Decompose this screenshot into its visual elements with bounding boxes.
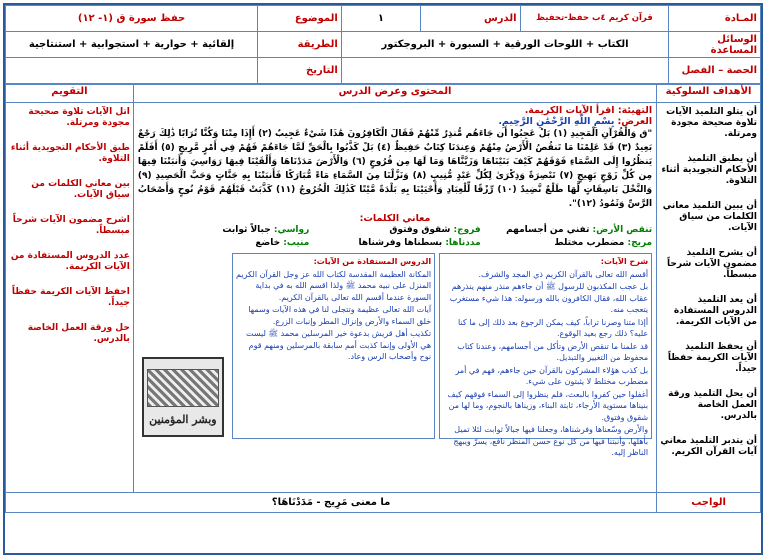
lesson-item: تكذيب أهل قريش بدعوة خير المرسلين محمد ﷺ ليست هي الأولى وإنما كذبت أمم سابقة بالمرسلين ومنهم قوم نوح وأصحاب الرس وعاد. (246, 329, 432, 361)
explanation-box (439, 253, 652, 457)
vocab-title: معاني الكلمات: (359, 213, 431, 224)
quran-verses: "ق وَالْقُرْآنِ الْمَجِيدِ (١) بَلْ عَجِبُوا أَن جَاءَهُم مُّنذِرٌ مِّنْهُمْ فَقَالَ الْكَافِرُونَ هَٰذَا شَيْءٌ عَجِيبٌ (٢) أَإِذَا مِتْنَا وَكُنَّا تُرَابًا ذَٰلِكَ رَجْعٌ بَعِيدٌ (٣) قَدْ عَلِمْنَا مَا تَنقُصُ الْأَرْضُ مِنْهُمْ وَعِندَنَا كِتَابٌ حَفِيظٌ (٤) بَلْ كَذَّبُوا بِالْحَقِّ لَمَّا جَاءَهُمْ فَهُمْ فِي أَمْرٍ مَّرِيجٍ (٥) أَفَلَمْ يَنظُرُوا إِلَى السَّمَاءِ فَوْقَهُمْ كَيْفَ بَنَيْنَاهَا وَزَيَّنَّاهَا وَمَا لَهَا مِن فُرُوجٍ (٦) وَالْأَرْضَ مَدَدْنَاهَا وَأَلْقَيْنَا فِيهَا رَوَاسِيَ وَأَنبَتْنَا فِيهَا مِن كُلِّ زَوْجٍ بَهِيجٍ (٧) تَبْصِرَةً وَذِكْرَىٰ لِكُلِّ عَبْدٍ مُّنِيبٍ (٨) وَنَزَّلْنَا مِنَ السَّمَاءِ مَاءً مُّبَارَكًا فَأَنبَتْنَا بِهِ جَنَّاتٍ وَحَبَّ الْحَصِيدِ (٩) وَالنَّخْلَ بَاسِقَاتٍ لَّهَا طَلْعٌ نَّضِيدٌ (١٠) رِّزْقًا لِّلْعِبَادِ وَأَحْيَيْنَا بِهِ بَلْدَةً مَّيْتًا كَذَٰلِكَ الْخُرُوجُ (١١) كَذَّبَتْ قَبْلَهُمْ قَوْمُ نُوحٍ وَأَصْحَابُ الرَّسِّ وَثَمُودُ (١٢)". (137, 129, 653, 209)
evaluation-item: طبق الأحكام التجويدية أثناء التلاوة. (10, 143, 130, 164)
evaluation-item: عدد الدروس المستفادة من الآيات الكريمة. (10, 251, 130, 272)
intro-text: التهيئة: اقرأ الآيات الكريمة. (524, 105, 653, 116)
goals-header: الأهداف السلوكية (657, 85, 761, 103)
goal-item: أن يعد التلميذ الدروس المستفادة من الآيات الكريمة. (673, 295, 757, 327)
content-column (133, 103, 656, 493)
homework-label: الواجب (657, 493, 761, 513)
lesson-item: آيات الله تعالى عظيمة وتتجلى لنا في هذه الآيات وسمها خلق السماء والأرض وإنزال المطر وإنبات الزرع. (248, 305, 432, 326)
evaluation-item: حل ورقة العمل الخاصة بالدرس. (27, 323, 130, 344)
date-value (6, 58, 258, 84)
topic-label: الموضوع (258, 6, 342, 32)
goal-item: أن يحفظ التلميذ الآيات الكريمة حفظاً جيداً. (667, 342, 757, 374)
lesson-plan-table (5, 5, 761, 84)
method-value: إلقائية + حوارية + استجوابية + استنتاجية (6, 32, 258, 58)
goal-item: أن يتدبر التلميذ معاني آيات القرآن الكريم. (660, 436, 757, 457)
goal-item: أن يشرح التلميذ مضمون الآيات شرحاً مبسطاً. (667, 248, 757, 280)
period-label: الحصة – الفصل (669, 58, 761, 84)
lesson-label: الدرس (421, 6, 520, 32)
presentation-label: العرض: (617, 116, 653, 127)
explanation-item: أقسم الله تعالى بالقرآن الكريم ذي المجد والشرف. (478, 269, 649, 279)
explanation-item: قد علمنا ما تنقص الأرض وتأكل من أجسامهم، وعندنا كتاب محفوظ من التغيير والتبديل. (457, 341, 649, 362)
vocab-grid (138, 224, 652, 250)
explanation-item: أإذا متنا وصرنا تراباً، كيف يمكن الرجوع بعد ذلك إلى ما كنا عليه؟ ذلك رجع بعيد الوقوع. (458, 317, 649, 338)
goal-item: أن يبين التلميذ معاني الكلمات من سياق الآيات. (662, 201, 757, 233)
vocab-item: منيب: خاضع (255, 238, 310, 248)
goal-item: أن يحل التلميذ ورقة العمل الخاصة بالدرس. (668, 389, 757, 421)
ornament-icon (147, 369, 219, 407)
vocab-item: مريج: مضطرب مختلط (554, 238, 653, 248)
explanation-title: شرح الآيات: (600, 257, 649, 266)
explanation-item: بل كذب هؤلاء المشركون بالقرآن حين جاءهم، فهم في أمر مضطرب مختلط لا يثبتون على شيء. (455, 365, 649, 386)
goals-column (657, 103, 761, 493)
content-header: المحتوى وعرض الدرس (133, 85, 656, 103)
evaluation-item: بين معاني الكلمات من سياق الآيات. (31, 179, 130, 200)
logo-area (138, 253, 228, 439)
lesson-plan-frame (3, 3, 763, 555)
lesson-body-table (5, 84, 761, 513)
period-value (341, 58, 669, 84)
lessons-title: الدروس المستفادة من الآيات: (313, 257, 432, 266)
explanation-item: بل عجب المكذبون للرسول ﷺ أن جاءهم منذر منهم ينذرهم عقاب الله، فقال الكافرون بالله ورسوله: هذا شيء مستغرب يتعجب منه. (449, 282, 649, 314)
lesson-value: ١ (341, 6, 420, 32)
date-label: التاريخ (258, 58, 342, 84)
explanation-item: أغفلوا حين كفروا بالبعث، فلم ينظروا إلى السماء فوقهم كيف بنيناها مستوية الأرجاء، ثابتة البناء، وزيناها بالنجوم، وما لها من شقوق وفتوق. (447, 389, 649, 422)
subject-value: قرآن كريم ٤ب حفظ-تحفيظ (520, 6, 669, 32)
aids-value: الكتاب + اللوحات الورقية + السبورة + البروجكتور (341, 32, 669, 58)
logo-text: وبشر المؤمنين (149, 412, 217, 426)
subject-label: المـادة (669, 6, 761, 32)
evaluation-column (6, 103, 134, 493)
sub-boxes (138, 253, 652, 457)
basmala: بِسْمِ اللَّهِ الرَّحْمَٰنِ الرَّحِيمِ. (498, 116, 615, 127)
explanation-item: والأرض وسّعناها وفرشناها، وجعلنا فيها جبالاً ثوابت لئلا تميل بأهلها، وأنبتنا فيها من كل نوع حسن المنظر نافع، يسرّ ويبهج الناظر إليه. (453, 425, 649, 457)
topic-value: حفظ سورة ق (١- ١٢) (6, 6, 258, 32)
lessons-box (232, 253, 435, 439)
vocab-item: تنقص الأرض: تفني من أجسامهم (506, 225, 653, 235)
vocab-item: مددناها: بسطناها وفرشناها (358, 238, 481, 248)
evaluation-item: احفظ الآيات الكريمة حفظاً جيداً. (11, 287, 130, 308)
goal-item: أن يتلو التلميذ الآيات تلاوة صحيحة مجودة ومرتلة. (666, 107, 757, 139)
homework-value: ما معنى مَرِيج - مَدَدْنَاهَا؟ (6, 493, 657, 513)
goal-item: أن يطبق التلميذ الأحكام التجويدية أثناء التلاوة. (661, 154, 757, 186)
aids-label: الوسائل المساعدة (669, 32, 761, 58)
vocab-item: رواسي: جبالاً ثوابت (222, 225, 310, 235)
method-label: الطريقة (258, 32, 342, 58)
logo-image (142, 357, 224, 437)
vocab-item: فروج: شقوق وفتوق (389, 225, 481, 235)
evaluation-header: التقويم (6, 85, 134, 103)
evaluation-item: اشرح مضمون الآيات شرحاً مبسطاً. (12, 215, 130, 236)
lesson-item: المكانة العظيمة المقدسة لكتاب الله عز وجل القرآن الكريم المنزل على نبيه محمد ﷺ ولذا اقسم الله به في بداية السورة عندما أقسم الله تعالى بالقرآن الكريم. (236, 269, 432, 302)
evaluation-item: اتل الآيات تلاوة صحيحة مجودة ومرتلة. (28, 107, 130, 128)
